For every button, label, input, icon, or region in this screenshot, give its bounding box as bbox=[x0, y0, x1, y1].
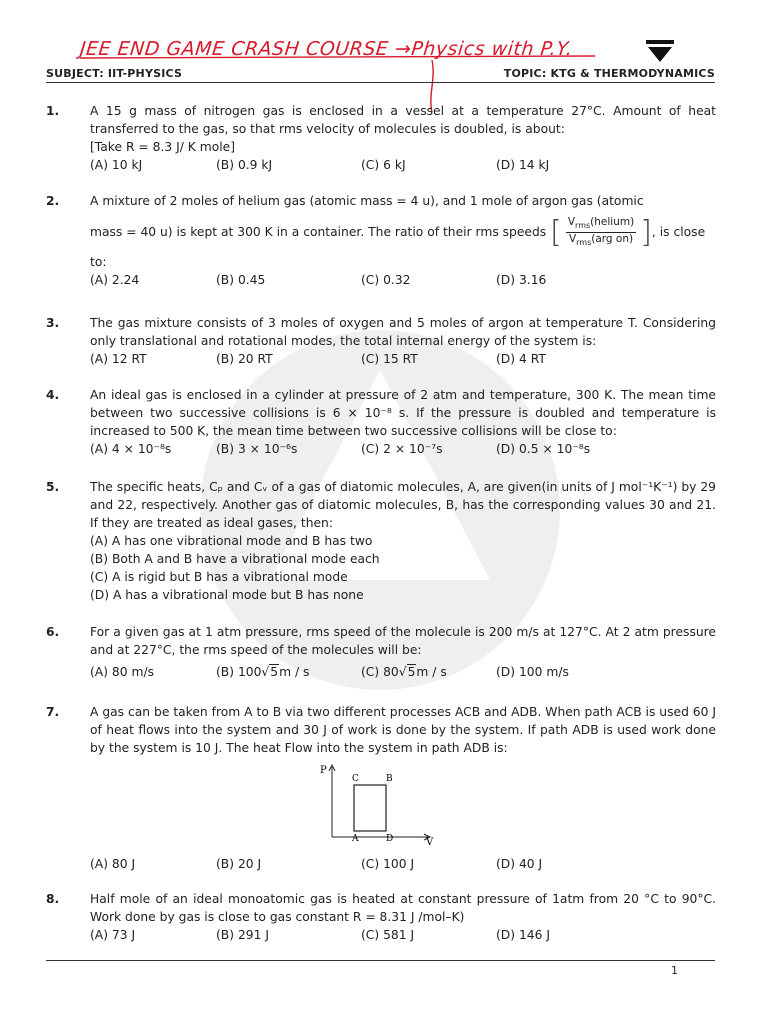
subject-label: SUBJECT: IIT-PHYSICS bbox=[46, 67, 183, 80]
option-b: (B) 291 J bbox=[216, 928, 269, 942]
option-c: (C) 0.32 bbox=[361, 273, 411, 288]
page-number: 1 bbox=[671, 964, 678, 977]
question-text: A 15 g mass of nitrogen gas is enclosed in a vessel at a temperature 27°C. Amount of heat transferred to the gas, so that rms velocity of molecules is doubled, is about: bbox=[90, 104, 716, 136]
question-3 bbox=[46, 314, 716, 368]
option-d: (D) A has a vibrational mode but B has none bbox=[90, 588, 364, 602]
option-d: (D) 14 kJ bbox=[496, 158, 550, 172]
handwritten-title: JEE END GAME CRASH COURSE →Physics with P.Y. bbox=[78, 38, 574, 60]
option-c: (C) 6 kJ bbox=[361, 158, 406, 172]
option-b: (B) 3 × 10⁻⁶s bbox=[216, 442, 298, 456]
question-text: Half mole of an ideal monoatomic gas is heated at constant pressure of 1atm from 20 °C to 90°C. Work done by gas is close to gas constant R = 8.31 J /mol–K) bbox=[90, 892, 716, 924]
option-a: (A) 80 J bbox=[90, 857, 136, 871]
question-text-line-3: to: bbox=[90, 255, 107, 270]
option-c: (C) A is rigid but B has a vibrational mode bbox=[90, 570, 348, 584]
option-b: (B) 100√5m / s bbox=[216, 665, 310, 679]
option-d: (D) 146 J bbox=[496, 928, 550, 942]
option-d: (D) 40 J bbox=[496, 857, 543, 871]
question-6 bbox=[46, 623, 716, 681]
question-number: 7. bbox=[46, 705, 60, 719]
question-text: The gas mixture consists of 3 moles of oxygen and 5 moles of argon at temperature T. Considering only translational and rotational modes, the total internal energy of the system is: bbox=[90, 316, 716, 348]
option-a: (A) 10 kJ bbox=[90, 158, 143, 172]
point-a: A bbox=[352, 834, 359, 844]
question-number: 6. bbox=[46, 625, 60, 639]
option-c: (C) 80√5m / s bbox=[361, 665, 447, 679]
question-text-line-1: A mixture of 2 moles of helium gas (atomic mass = 4 u), and 1 mole of argon gas (atomic bbox=[90, 194, 644, 208]
options-row bbox=[90, 663, 716, 681]
options-row bbox=[90, 271, 716, 289]
question-8 bbox=[46, 890, 716, 944]
brand-logo bbox=[644, 40, 676, 66]
point-b: B bbox=[386, 774, 393, 784]
question-number: 1. bbox=[46, 104, 60, 118]
option-c: (C) 2 × 10⁻⁷s bbox=[361, 442, 443, 456]
question-number: 8. bbox=[46, 892, 60, 906]
options-row bbox=[90, 156, 716, 174]
option-d: (D) 3.16 bbox=[496, 273, 547, 288]
option-d: (D) 100 m/s bbox=[496, 665, 569, 679]
option-a: (A) A has one vibrational mode and B has two bbox=[90, 534, 373, 548]
option-b: (B) Both A and B have a vibrational mode each bbox=[90, 552, 380, 566]
question-text-line-2: mass = 40 u) is kept at 300 K in a container. The ratio of their rms speeds [ $\frac{V_{rms}(helium)}{V_{rms}(arg on)}$ ], is close bbox=[90, 214, 706, 250]
axis-label-p: P bbox=[320, 765, 327, 776]
option-a: (A) 80 m/s bbox=[90, 665, 155, 679]
question-number: 4. bbox=[46, 388, 60, 402]
footer-divider bbox=[46, 960, 715, 961]
question-1 bbox=[46, 102, 716, 174]
options-row bbox=[90, 440, 716, 458]
question-text: The specific heats, Cₚ and Cᵥ of a gas of diatomic molecules, A, are given(in units of J mol⁻¹K⁻¹) by 29 and 22, respectively. Another gas of diatomic molecules, B, has the corresponding values 30 and 21. If they are treated as ideal gases, then: bbox=[90, 480, 716, 530]
question-4 bbox=[46, 386, 716, 458]
question-number: 5. bbox=[46, 480, 60, 494]
question-7 bbox=[46, 703, 716, 873]
option-b: (B) 0.9 kJ bbox=[216, 158, 273, 172]
question-note: [Take R = 8.3 J/ K mole] bbox=[90, 140, 236, 154]
option-c: (C) 15 RT bbox=[361, 352, 418, 366]
axis-label-v: V bbox=[426, 837, 434, 847]
option-c: (C) 100 J bbox=[361, 857, 415, 871]
option-a: (A) 4 × 10⁻⁸s bbox=[90, 442, 172, 456]
point-c: C bbox=[352, 774, 359, 784]
options-row bbox=[90, 855, 716, 873]
option-b: (B) 20 RT bbox=[216, 352, 273, 366]
question-5 bbox=[46, 478, 716, 604]
option-d: (D) 0.5 × 10⁻⁸s bbox=[496, 442, 591, 456]
question-2 bbox=[46, 192, 716, 289]
option-a: (A) 73 J bbox=[90, 928, 136, 942]
option-a: (A) 12 RT bbox=[90, 352, 147, 366]
option-c: (C) 581 J bbox=[361, 928, 415, 942]
option-a: (A) 2.24 bbox=[90, 273, 140, 288]
header-divider bbox=[46, 82, 715, 83]
options-row bbox=[90, 350, 716, 368]
question-text: A gas can be taken from A to B via two different processes ACB and ADB. When path ACB is used 60 J of heat flows into the system and 30 J of work is done by the system. If path ADB is used work done by the system is 10 J. The heat Flow into the system in path ADB is: bbox=[90, 705, 716, 755]
option-d: (D) 4 RT bbox=[496, 352, 546, 366]
rms-ratio-fraction: $\frac{V_{rms}(helium)}{V_{rms}(arg on)}$ bbox=[567, 216, 635, 248]
option-b: (B) 20 J bbox=[216, 857, 262, 871]
pv-diagram bbox=[316, 763, 436, 847]
options-row bbox=[90, 926, 716, 944]
question-text: An ideal gas is enclosed in a cylinder at pressure of 2 atm and temperature, 300 K. The mean time between two successive collisions is 6 × 10⁻⁸ s. If the pressure is doubled and temperature is increased to 500 K, the mean time between two successive collisions will be close to: bbox=[90, 388, 716, 438]
point-d: D bbox=[386, 834, 394, 844]
question-number: 2. bbox=[46, 194, 60, 208]
topic-label: TOPIC: KTG & THERMODYNAMICS bbox=[503, 67, 715, 80]
option-b: (B) 0.45 bbox=[216, 273, 266, 288]
question-number: 3. bbox=[46, 316, 60, 330]
question-text: For a given gas at 1 atm pressure, rms speed of the molecule is 200 m/s at 127°C. At 2 atm pressure and at 227°C, the rms speed of the molecules will be: bbox=[90, 625, 716, 657]
